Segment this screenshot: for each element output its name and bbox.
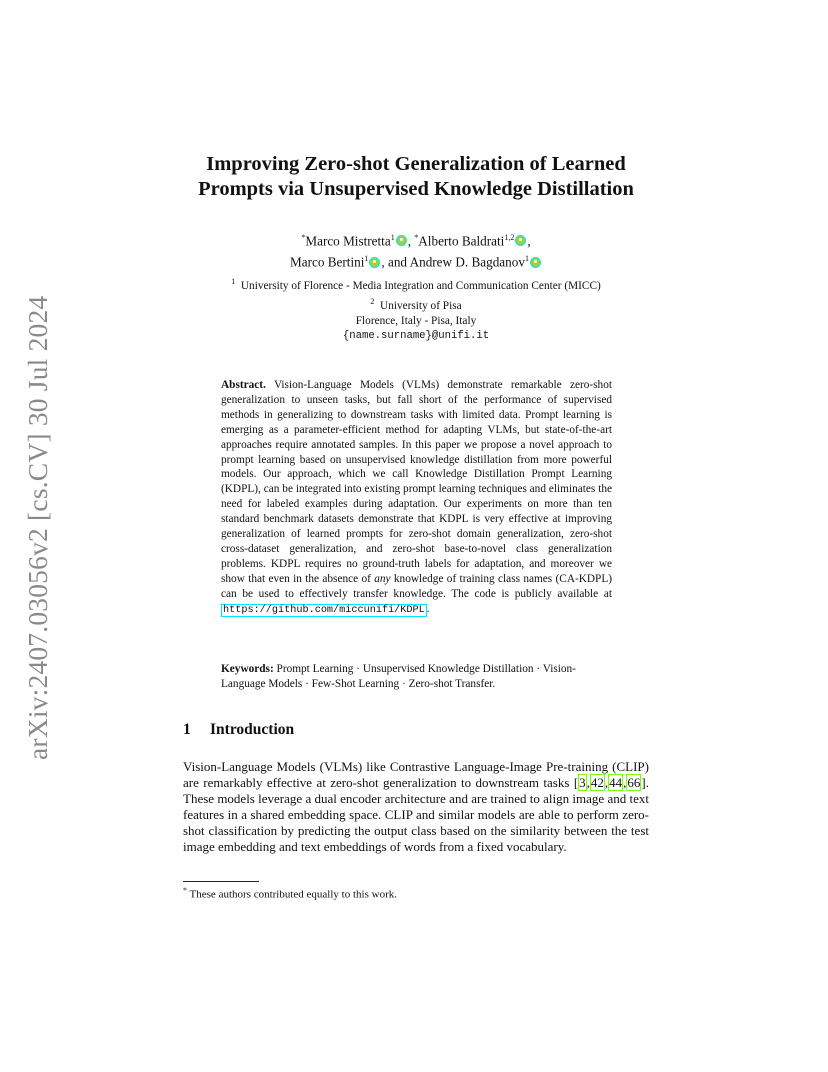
footnote-text: These authors contributed equally to this work.: [187, 888, 397, 901]
section-heading: [183, 721, 294, 739]
author-4-name: Andrew D. Bagdanov: [409, 254, 525, 270]
authors-line-1: *Marco Mistretta$^1$ , *Alberto Baldrati$^{1,2}$ ,: [301, 233, 531, 249]
paper-title: [160, 152, 672, 202]
orcid-icon[interactable]: [530, 257, 541, 268]
author-1-name: Marco Mistretta: [305, 233, 391, 249]
abstract-end: .: [426, 602, 430, 615]
citation-close-bracket: ]: [641, 775, 646, 791]
footnote-rule: [183, 881, 259, 882]
affiliation-1-text: University of Florence - Media Integration and Communication Center (MICC): [240, 279, 601, 292]
citation-link[interactable]: 66: [627, 775, 641, 791]
contact-email: {name.surname}@unifi.it: [342, 329, 490, 342]
orcid-icon[interactable]: [396, 235, 407, 246]
introduction-paragraph: Vision-Language Models (VLMs) like Contrastive Language-Image Pre-training (CLIP) are remarkably effective at zero-shot generalization to downstream tasks [3,42,44,66]. These models leverage a dual encoder architecture and are trained to align image and text features in a shared embedding space. CLIP and similar models are able to perform zero-shot classification by predicting the output class based on the similarity between the test image embedding and text embeddings of words from a fixed vocabulary.: [183, 759, 649, 855]
author-1-affil: 1: [390, 233, 395, 242]
intro-text-1: Vision-Language Models (VLMs) like Contrastive Language-Image Pre-training (CLIP) are remarkably effective at zero-shot generalization to downstream tasks: [183, 759, 649, 791]
abstract: [221, 378, 612, 619]
author-list: [160, 229, 672, 272]
abstract-emphasis: any: [374, 572, 391, 585]
code-repository-link[interactable]: https://github.com/miccunifi/KDPL: [223, 604, 425, 616]
title-line-2: Prompts via Unsupervised Knowledge Distillation: [198, 178, 634, 200]
abstract-label: Abstract.: [221, 379, 266, 391]
keywords-text: Prompt Learning · Unsupervised Knowledge Distillation · Vision-Language Models · Few-Shot Learning · Zero-shot Transfer.: [221, 663, 576, 690]
author-4-prefix: and: [387, 254, 410, 270]
author-2-affil: 1,2: [504, 233, 515, 242]
affiliation-1-mark: 1: [231, 277, 236, 286]
citation-link[interactable]: 42: [590, 775, 604, 791]
keywords: [221, 662, 616, 692]
affiliation-2: [160, 294, 672, 314]
authors-line-2: Marco Bertini$^1$ , and Andrew D. Bagdanov$^1$: [160, 250, 672, 271]
affiliations: [160, 274, 672, 344]
affiliation-2-mark: 2: [370, 296, 375, 306]
orcid-icon[interactable]: [369, 257, 380, 268]
abstract-text-2: knowledge of training class names (CA-KDPL) can be used to effectively transfer knowledge. The code is publicly available at: [221, 572, 613, 600]
author-4-affil: 1: [524, 254, 529, 264]
author-2-prefix: *: [414, 233, 419, 242]
author-3-name: Marco Bertini: [290, 254, 365, 270]
keywords-label: Keywords:: [221, 663, 274, 675]
footnote: [183, 886, 397, 901]
author-3-affil: 1: [364, 254, 369, 264]
footnote-mark: *: [183, 886, 187, 895]
section-title: Introduction: [210, 721, 295, 738]
affiliation-location: Florence, Italy - Pisa, Italy: [355, 314, 477, 327]
intro-text-2: . These models leverage a dual encoder architecture and are trained to align image and text features in a shared embedding space. CLIP and similar models are able to perform zero-shot classification by predicting the output class based on the similarity between the test image embedding and text embeddings of words from a fixed vocabulary.: [183, 775, 649, 855]
affiliation-2-text: University of Pisa: [380, 299, 462, 312]
affiliation-1: [160, 274, 672, 294]
section-number: 1: [183, 721, 191, 738]
title-line-1: Improving Zero-shot Generalization of Learned: [206, 153, 626, 175]
arxiv-identifier-stamp: arXiv:2407.03056v2 [cs.CV] 30 Jul 2024: [22, 295, 53, 760]
citation-link[interactable]: 3: [579, 775, 586, 791]
citation-open-bracket: [: [573, 775, 579, 791]
citation-link[interactable]: 44: [609, 775, 623, 791]
orcid-icon[interactable]: [515, 235, 526, 246]
author-1-prefix: *: [301, 233, 306, 242]
author-2-name: Alberto Baldrati: [418, 233, 505, 249]
abstract-text-1: Vision-Language Models (VLMs) demonstrate remarkable zero-shot generalization to unseen tasks, but fall short of the performance of supervised methods in generalizing to downstream tasks with limited data. Prompt learning is emerging as a parameter-efficient method for adapting VLMs, but state-of-the-art approaches require annotated samples. In this paper we propose a novel approach to prompt learning based on unsupervised knowledge distillation from more powerful models. Our approach, which we call Knowledge Distillation Prompt Learning (KDPL), can be integrated into existing prompt learning techniques and eliminates the need for labeled examples during adaptation. Our experiments on more than ten standard benchmark datasets demonstrate that KDPL is very effective at improving generalization of learned prompts for zero-shot domain generalization, zero-shot cross-dataset generalization, and zero-shot base-to-novel class generalization problems. KDPL requires no ground-truth labels for adaptation, and moreover we show that even in the absence of: [221, 379, 612, 585]
